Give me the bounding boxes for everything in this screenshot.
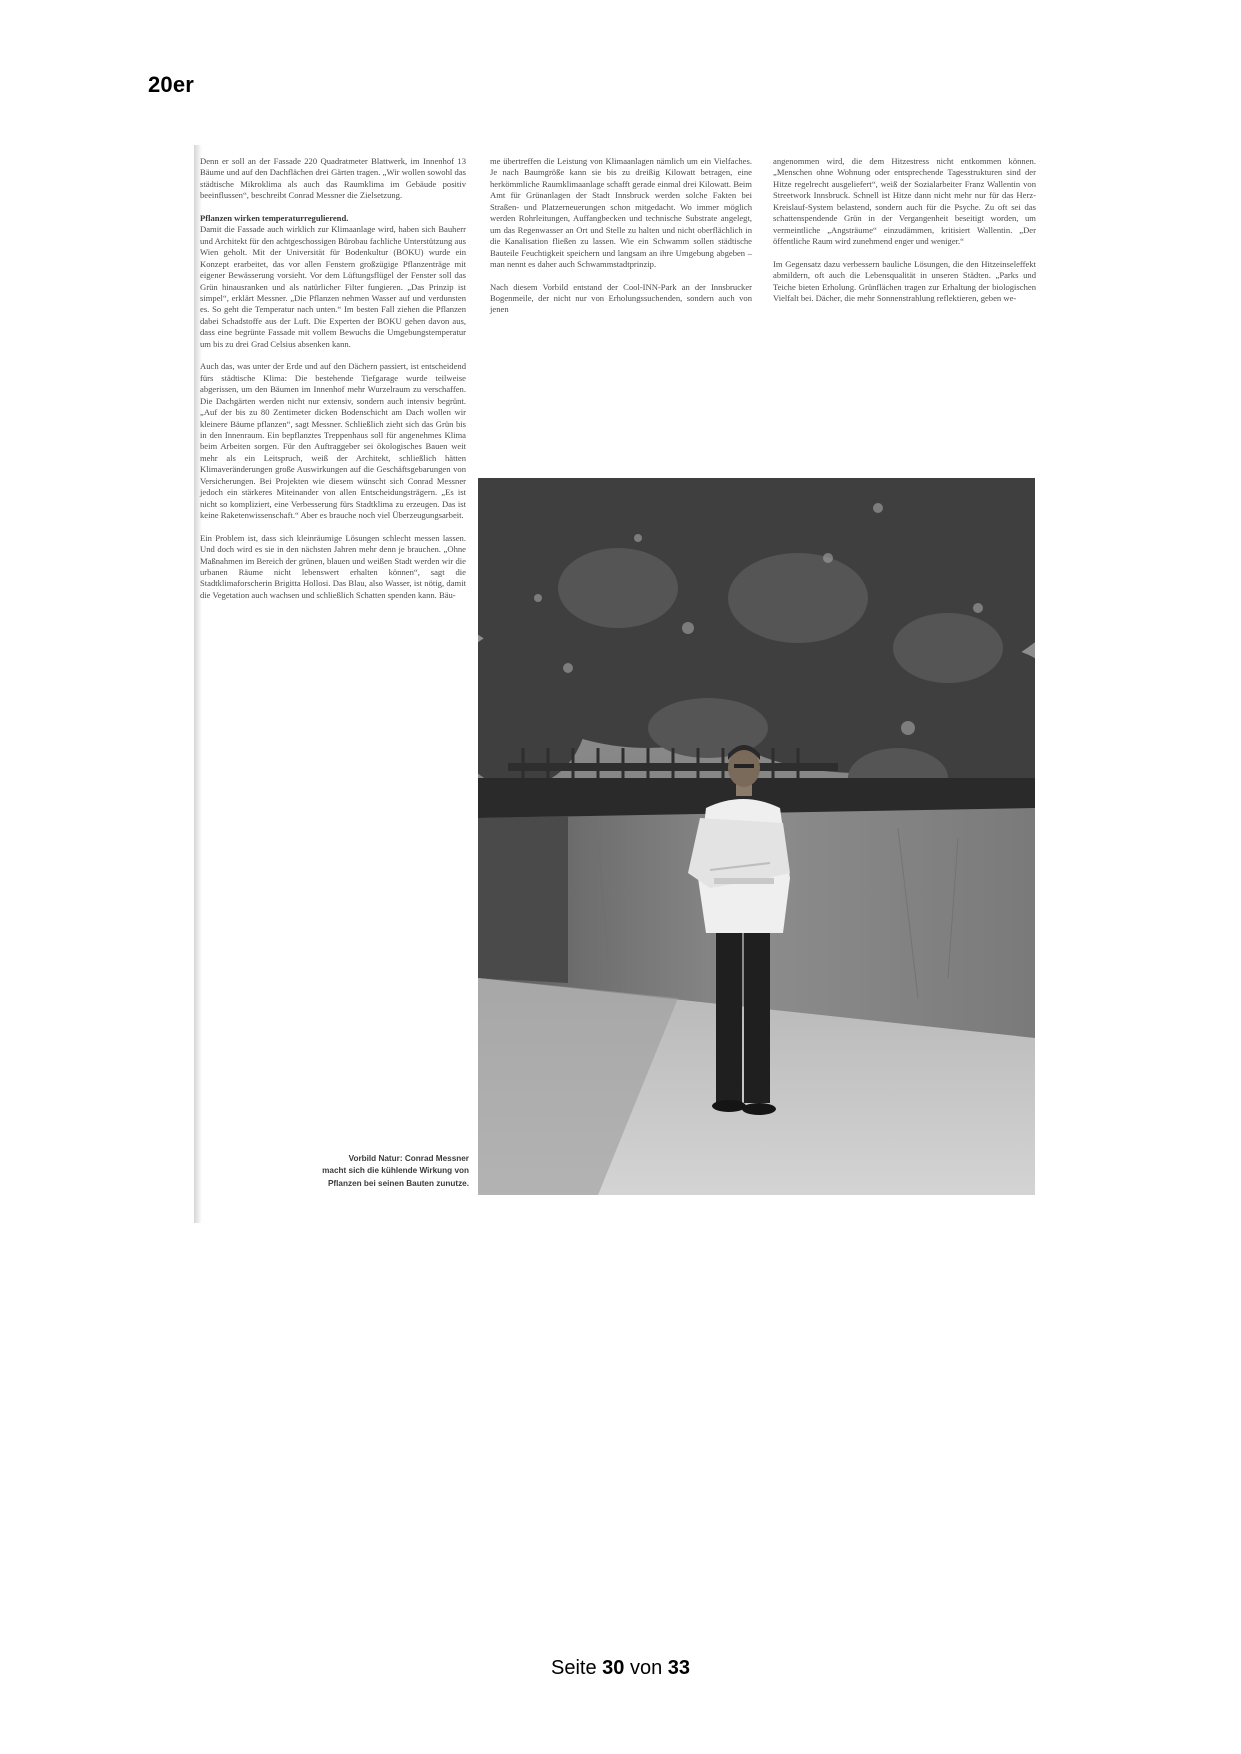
- article-paragraph: Ein Problem ist, dass sich kleinräumige Lösungen schlecht messen lassen. Und doch wird es sie in den nächsten Jahren mehr denn je brauchen. „Ohne Maßnahmen im Bereich der grünen, blauen und weißen Stadt werden wir die urbanen Räume nicht lebenswert erhalten können“, sagt die Stadtklimaforscherin Brigitta Hollosi. Das Blau, also Wasser, ist nötig, damit die Vegetation auch wachsen und schließlich Schatten spenden kann. Bäu-: [200, 532, 466, 600]
- article-paragraph: angenommen wird, die dem Hitzestress nicht entkommen können. „Menschen ohne Wohnung oder entsprechende Tagesstrukturen sind der Hitze regelrecht ausgeliefert“, weiß der Sozialarbeiter Franz Wallentin von Streetwork Innsbruck. Schnell ist Hitze dann nicht mehr nur für das Herz-Kreislauf-System belastend, sondern auch für die Psyche. Zu oft sei das schattenspendende Grün in der Vergangenheit beseitigt worden, um vermeintliche „Angsträume“ einzudämmen, kritisiert Wallentin. „Der öffentliche Raum wird zunehmend enger und weniger.“: [773, 156, 1036, 247]
- footer-page-number: 30: [602, 1657, 625, 1679]
- article-paragraph: Nach diesem Vorbild entstand der Cool-INN-Park an der Innsbrucker Bogenmeile, der nicht nur von Erholungssuchenden, sondern auch von jenen: [490, 281, 752, 315]
- article-column-3: [773, 156, 1036, 315]
- footer-total-pages: 33: [667, 1657, 691, 1679]
- photo-caption: [250, 1153, 469, 1190]
- article-paragraph: Im Gegensatz dazu verbessern bauliche Lösungen, die den Hitzeinseleffekt abmildern, oft auch die Lebensqualität in unseren Städten. „Parks und Teiche bieten Erholung. Grünflächen tragen zur Erhaltung der biologischen Vielfalt bei. Dächer, die mehr Sonnenstrahlung reflektieren, geben we-: [773, 258, 1036, 303]
- footer-prefix: Seite: [550, 1657, 597, 1679]
- page-footer: [0, 1657, 1241, 1680]
- article-paragraph: Auch das, was unter der Erde und auf den Dächern passiert, ist entscheidend fürs städtische Klima: Die bestehende Tiefgarage wurde teilweise abgerissen, um den Bäumen im Innenhof mehr Wurzelraum zu verschaffen. Die Dachgärten werden nicht nur extensiv, sondern auch intensiv begrünt. „Auf der bis zu 80 Zentimeter dicken Bodenschicht am Dach wollen wir kleinere Bäume pflanzen“, sagt Messner. Schließlich zieht sich das Grün bis in den Innenraum. Ein bepflanztes Treppenhaus soll für angenehmes Klima beim Arbeiten sorgen. Für den Auftraggeber sei ökologisches Bauen weit mehr als ein Leitspruch, weiß der Architekt, schließlich hätten Klimaveränderungen große Auswirkungen auf die Geschäftsgebarungen von Versicherungen. Bei Projekten wie diesem wünscht sich Conrad Messner jedoch ein stärkeres Miteinander von allen Entscheidungsträgern. „Es ist nicht so kompliziert, eine Verbesserung fürs Stadtklima zu erzeugen. Das ist keine Raketenwissenschaft.“ Aber es brauche noch viel Überzeugungsarbeit.: [200, 361, 466, 521]
- article-paragraph: Damit die Fassade auch wirklich zur Klimaanlage wird, haben sich Bauherr und Architekt für den achtgeschossigen Bürobau fachliche Unterstützung aus Wien geholt. Mit der Universität für Bodenkultur (BOKU) wurde ein Konzept erarbeitet, das vor allen Fenstern großzügige Pflanzenträge mit eigener Bewässerung vorsieht. Vor dem Lüftungsflügel der Fenster soll das Grün hinausranken und als natürlicher Filter fungieren. „Das Prinzip ist simpel“, erklärt Messner. „Die Pflanzen nehmen Wasser auf und verdunsten es. So geht die Temperatur nach unten.“ Im besten Fall ziehen die Pflanzen dabei Schadstoffe aus der Luft. Die Experten der BOKU gehen davon aus, dass eine begrünte Fassade mit vollem Bewuchs die Umgebungstemperatur um bis zu drei Grad Celsius absenken kann.: [200, 224, 466, 349]
- footer-middle: von: [629, 1657, 663, 1679]
- caption-line: macht sich die kühlende Wirkung von: [322, 1166, 469, 1176]
- article-paragraph: me übertreffen die Leistung von Klimaanlagen nämlich um ein Vielfaches. Je nach Baumgröße kann sie bis zu dreißig Kilowatt betragen, eine herkömmliche Raumklimaanlage schafft gerade einmal drei Kilowatt. Beim Amt für Grünanlagen der Stadt Innsbruck werden solche Fakten bei Straßen- und Platzerneuerungen schon mitgedacht. Wo immer möglich werden Rohrleitungen, Auffangbecken und technische Substrate angelegt, um das Regenwasser an Ort und Stelle zu halten und nicht oberflächlich in die Kanalisation fließen zu lassen. Wie ein Schwamm sollen städtische Bauteile Feuchtigkeit speichern und langsam an ihre Umgebung abgeben – man nennt es daher auch Schwammstadtprinzip.: [490, 156, 752, 270]
- caption-line: Vorbild Natur: Conrad Messner: [348, 1154, 469, 1163]
- document-header-label: 20er: [148, 72, 195, 97]
- article-subheading: Pflanzen wirken temperaturregulierend.: [200, 212, 349, 223]
- article-photo-man-under-trees: [478, 478, 1035, 1195]
- caption-line: Pflanzen bei seinen Bauten zunutze.: [327, 1178, 469, 1188]
- article-column-2: [490, 156, 752, 327]
- article-column-1: [200, 156, 466, 612]
- article-paragraph: Denn er soll an der Fassade 220 Quadratmeter Blattwerk, im Innenhof 13 Bäume und auf den Dachflächen drei Gärten tragen. „Wir wollen sowohl das städtische Mikroklima als auch das Raumklima im Gebäude positiv beeinflussen“, beschreibt Conrad Messner die Zielsetzung.: [200, 156, 466, 201]
